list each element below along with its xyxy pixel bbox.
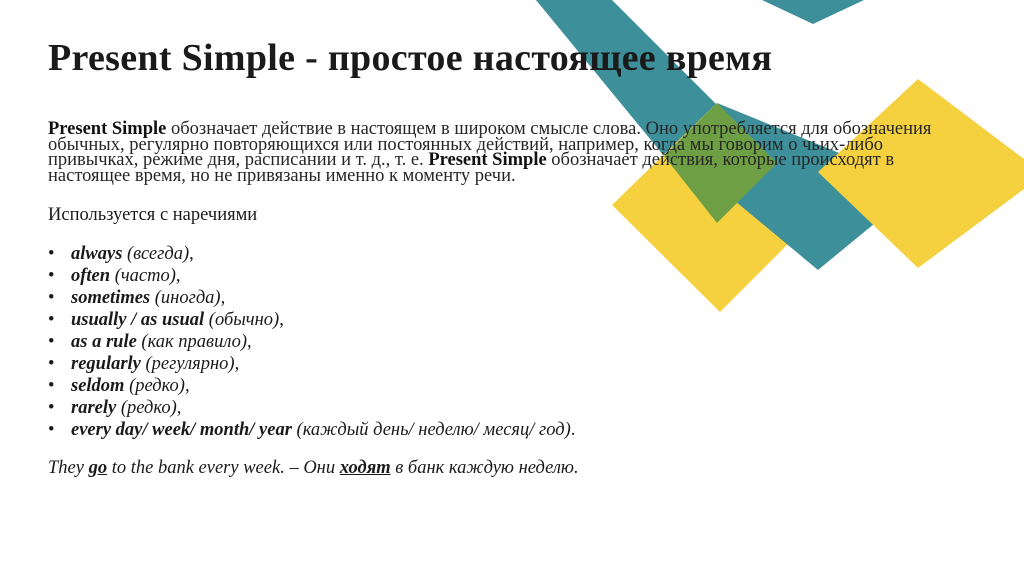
adverb-ru: (часто) bbox=[110, 266, 176, 286]
example-sentence bbox=[48, 458, 579, 479]
bullet-icon: • bbox=[48, 266, 55, 286]
adverb-en: usually / as usual bbox=[71, 310, 205, 330]
adverb-en: as a rule bbox=[71, 332, 137, 352]
adverb-ru: (регулярно) bbox=[140, 354, 235, 374]
adverb-en: regularly bbox=[71, 354, 141, 374]
adverb-ru: (обычно) bbox=[204, 310, 280, 330]
teal-diamond-top-right bbox=[762, 0, 864, 24]
adverbs-heading: Используется с наречиями bbox=[48, 205, 258, 225]
list-item bbox=[48, 419, 575, 441]
bullet-icon: • bbox=[48, 398, 55, 418]
adverb-en: every day/ week/ month/ year bbox=[71, 420, 292, 440]
adverb-tail: , bbox=[220, 288, 226, 308]
adverb-tail: , bbox=[247, 332, 252, 352]
adverb-tail: , bbox=[189, 244, 194, 264]
intro-term: Present Simple bbox=[48, 119, 167, 139]
adverb-en: seldom bbox=[71, 376, 125, 396]
adverb-en: always bbox=[71, 244, 123, 264]
adverb-list bbox=[48, 243, 575, 441]
example-verb-ru: ходят bbox=[339, 458, 391, 478]
adverb-en: sometimes bbox=[71, 288, 151, 308]
example-verb-en: go bbox=[88, 458, 108, 478]
bullet-icon: • bbox=[48, 376, 55, 396]
intro-text-end: обозначает действия, которые происходят в настоящее время, но не привязаны именно к моменту речи. bbox=[48, 150, 895, 186]
list-item bbox=[48, 397, 575, 419]
list-item bbox=[48, 375, 575, 397]
bullet-icon: • bbox=[48, 420, 55, 440]
adverb-ru: (редко) bbox=[124, 376, 185, 396]
bullet-icon: • bbox=[48, 310, 55, 330]
list-item bbox=[48, 331, 575, 353]
bullet-icon: • bbox=[48, 288, 55, 308]
adverb-tail: , bbox=[175, 266, 181, 286]
list-item bbox=[48, 243, 575, 265]
intro-term-repeat: Present Simple bbox=[428, 150, 547, 170]
adverb-ru: (каждый день/ неделю/ месяц/ год) bbox=[291, 420, 571, 440]
adverb-ru: (как правило) bbox=[136, 332, 248, 352]
adverb-tail: . bbox=[570, 420, 576, 440]
list-item bbox=[48, 309, 575, 331]
list-item bbox=[48, 287, 575, 309]
adverb-en: rarely bbox=[71, 398, 117, 418]
adverb-tail: , bbox=[279, 310, 284, 330]
adverb-en: often bbox=[71, 266, 111, 286]
adverb-ru: (редко), bbox=[116, 398, 182, 418]
bullet-icon: • bbox=[48, 244, 55, 264]
bullet-icon: • bbox=[48, 354, 55, 374]
adverb-tail: , bbox=[234, 354, 240, 374]
example-part-b: to the bank every week. – Они bbox=[107, 458, 340, 478]
intro-paragraph bbox=[48, 119, 968, 186]
list-item bbox=[48, 353, 575, 375]
intro-text: обозначает действие в настоящем в широком смысле слова. Оно употребляется для обозначения обычных, регулярно повторяющихся или постоянных действий, например, когда мы говорим о чьих-либо привычках, режиме дня, расписании и т. д., т. е. bbox=[48, 119, 932, 170]
adverb-ru: (всегда) bbox=[122, 244, 190, 264]
example-part-a: They bbox=[48, 458, 89, 478]
page-title: Present Simple - простое настоящее время bbox=[48, 37, 773, 79]
example-part-c: в банк каждую неделю. bbox=[390, 458, 579, 478]
adverb-ru: (иногда) bbox=[150, 288, 221, 308]
bullet-icon: • bbox=[48, 332, 55, 352]
adverb-tail: , bbox=[184, 376, 190, 396]
list-item bbox=[48, 265, 575, 287]
